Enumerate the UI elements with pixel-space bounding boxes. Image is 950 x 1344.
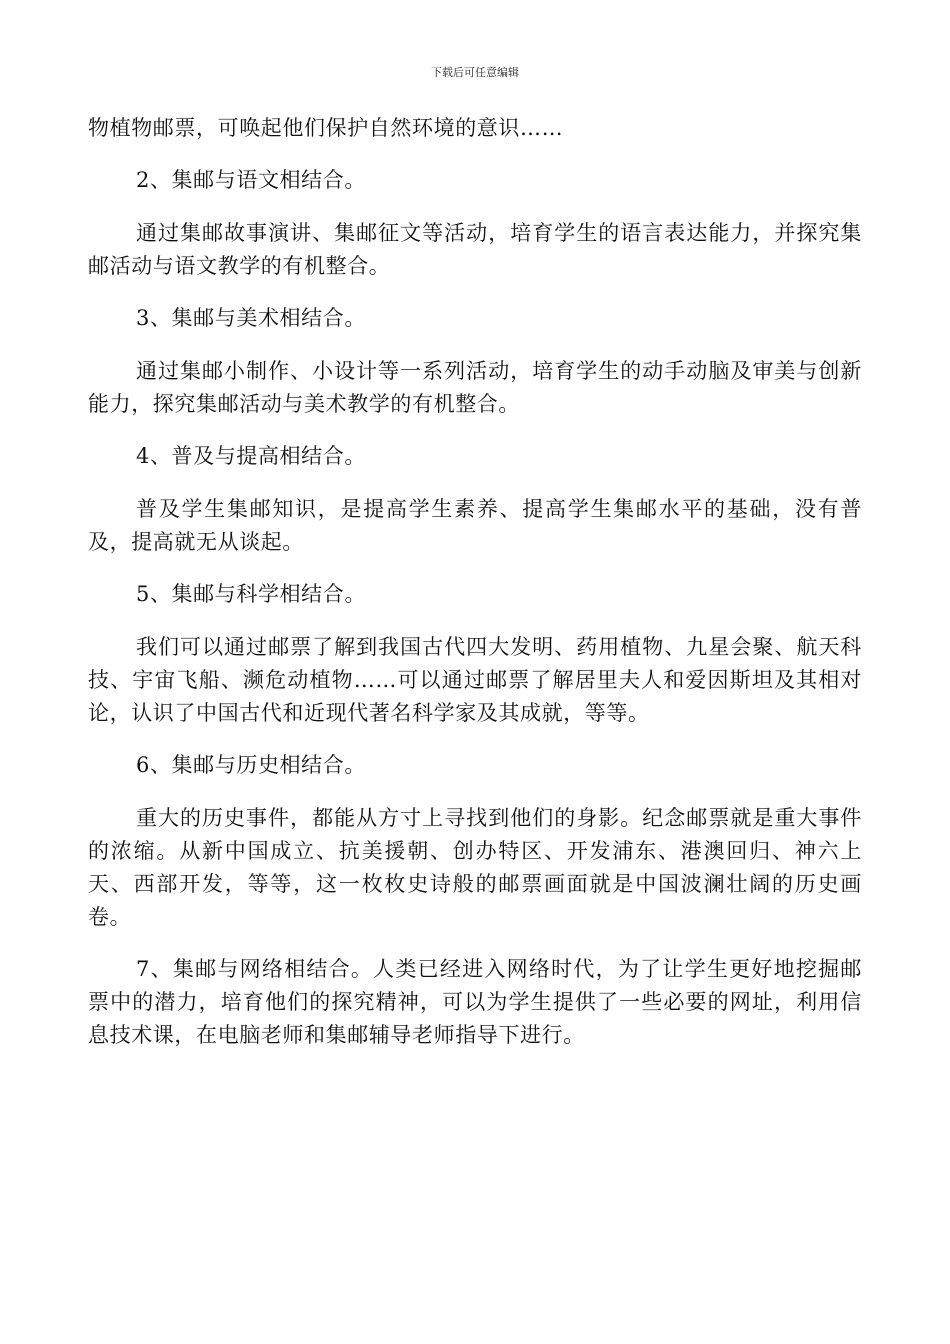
section-heading-2: 2、集邮与语文相结合。	[136, 168, 366, 192]
section-heading-6: 6、集邮与历史相结合。	[136, 753, 366, 777]
section-heading-4: 4、普及与提高相结合。	[136, 444, 366, 468]
section-heading-5: 5、集邮与科学相结合。	[136, 582, 366, 606]
section-body-6: 重大的历史事件，都能从方寸上寻找到他们的身影。纪念邮票就是重大事件的浓缩。从新中国成立、抗美援朝、创办特区、开发浦东、港澳回归、神六上天、西部开发，等等，这一枚枚史诗般的邮票画面就是中国波澜壮阔的历史画卷。	[88, 806, 862, 929]
section-body-2: 通过集邮故事演讲、集邮征文等活动，培育学生的语言表达能力，并探究集邮活动与语文教学的有机整合。	[88, 221, 862, 278]
section-heading-3: 3、集邮与美术相结合。	[136, 306, 366, 330]
section-body-4: 普及学生集邮知识，是提高学生素养、提高学生集邮水平的基础，没有普及，提高就无从谈起。	[88, 497, 862, 554]
section-body-5: 我们可以通过邮票了解到我国古代四大发明、药用植物、九星会聚、航天科技、宇宙飞船、濒危动植物……可以通过邮票了解居里夫人和爱因斯坦及其相对论，认识了中国古代和近现代著名科学家及其成就，等等。	[88, 635, 862, 725]
paragraph-continuation: 物植物邮票，可唤起他们保护自然环境的意识……	[88, 116, 564, 140]
document-body	[88, 112, 862, 1052]
section-body-3: 通过集邮小制作、小设计等一系列活动，培育学生的动手动脑及审美与创新能力，探究集邮活动与美术教学的有机整合。	[88, 359, 862, 416]
page-header-note: 下载后可任意编辑	[431, 66, 519, 79]
section-7: 7、集邮与网络相结合。人类已经进入网络时代，为了让学生更好地挖掘邮票中的潜力，培育他们的探究精神，可以为学生提供了一些必要的网址，利用信息技术课，在电脑老师和集邮辅导老师指导下进行。	[88, 957, 862, 1047]
